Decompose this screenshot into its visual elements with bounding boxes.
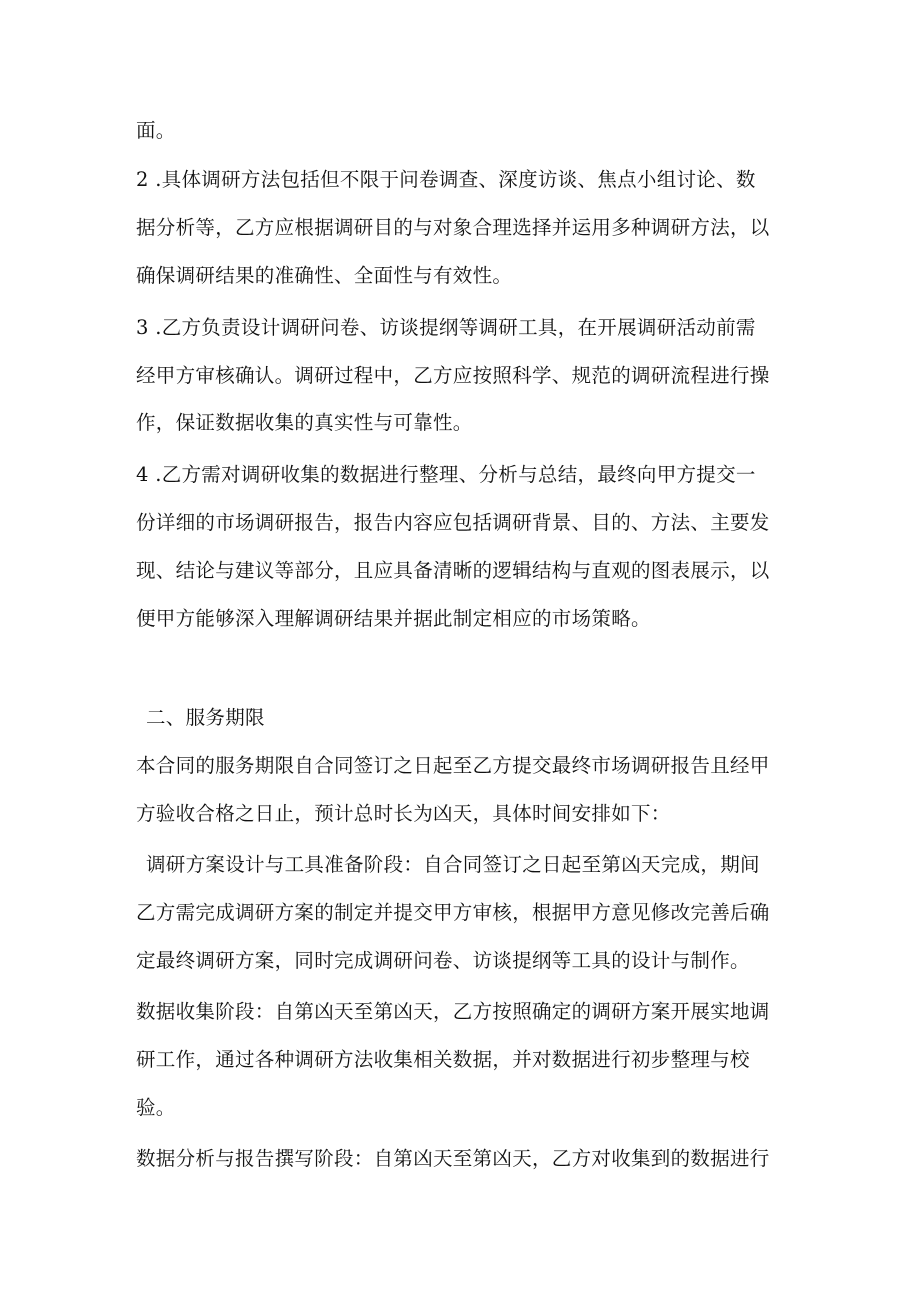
text-line: 调研方案设计与工具准备阶段：自合同签订之日起至第凶天完成，期间 [146, 853, 760, 876]
text-line: 据分析等，乙方应根据调研目的与对象合理选择并运用多种调研方法，以 [136, 216, 770, 239]
section-heading: 二、服务期限 [146, 706, 265, 729]
text-line: 4 .乙方需对调研收集的数据进行整理、分析与总结，最终向甲方提交一 [136, 463, 756, 486]
text-line: 2 .具体调研方法包括但不限于问卷调查、深度访谈、焦点小组讨论、数 [136, 168, 756, 191]
text-line: 验。 [136, 1096, 176, 1119]
text-line: 数据收集阶段：自第凶天至第凶天，乙方按照确定的调研方案开展实地调 [136, 1000, 770, 1023]
text-line: 3 .乙方负责设计调研问卷、访谈提纲等调研工具，在开展调研活动前需 [136, 316, 756, 339]
text-line: 定最终调研方案，同时完成调研问卷、访谈提纲等工具的设计与制作。 [136, 949, 750, 972]
text-line: 确保调研结果的准确性、全面性与有效性。 [136, 264, 513, 287]
text-line: 作，保证数据收集的真实性与可靠性。 [136, 411, 473, 434]
text-line: 研工作，通过各种调研方法收集相关数据，并对数据进行初步整理与校 [136, 1048, 750, 1071]
text-line: 便甲方能够深入理解调研结果并据此制定相应的市场策略。 [136, 607, 651, 630]
text-line: 乙方需完成调研方案的制定并提交甲方审核，根据甲方意见修改完善后确 [136, 901, 770, 924]
text-line: 方验收合格之日止，预计总时长为凶天，具体时间安排如下： [136, 802, 671, 825]
text-line: 份详细的市场调研报告，报告内容应包括调研背景、目的、方法、主要发 [136, 511, 770, 534]
text-line: 现、结论与建议等部分，且应具备清晰的逻辑结构与直观的图表展示，以 [136, 559, 770, 582]
text-line: 数据分析与报告撰写阶段：自第凶天至第凶天，乙方对收集到的数据进行 [136, 1147, 770, 1170]
continuation-text: 面。 [136, 119, 176, 142]
text-line: 经甲方审核确认。调研过程中，乙方应按照科学、规范的调研流程进行操 [136, 364, 770, 387]
text-line: 本合同的服务期限自合同签订之日起至乙方提交最终市场调研报告且经甲 [136, 754, 770, 777]
